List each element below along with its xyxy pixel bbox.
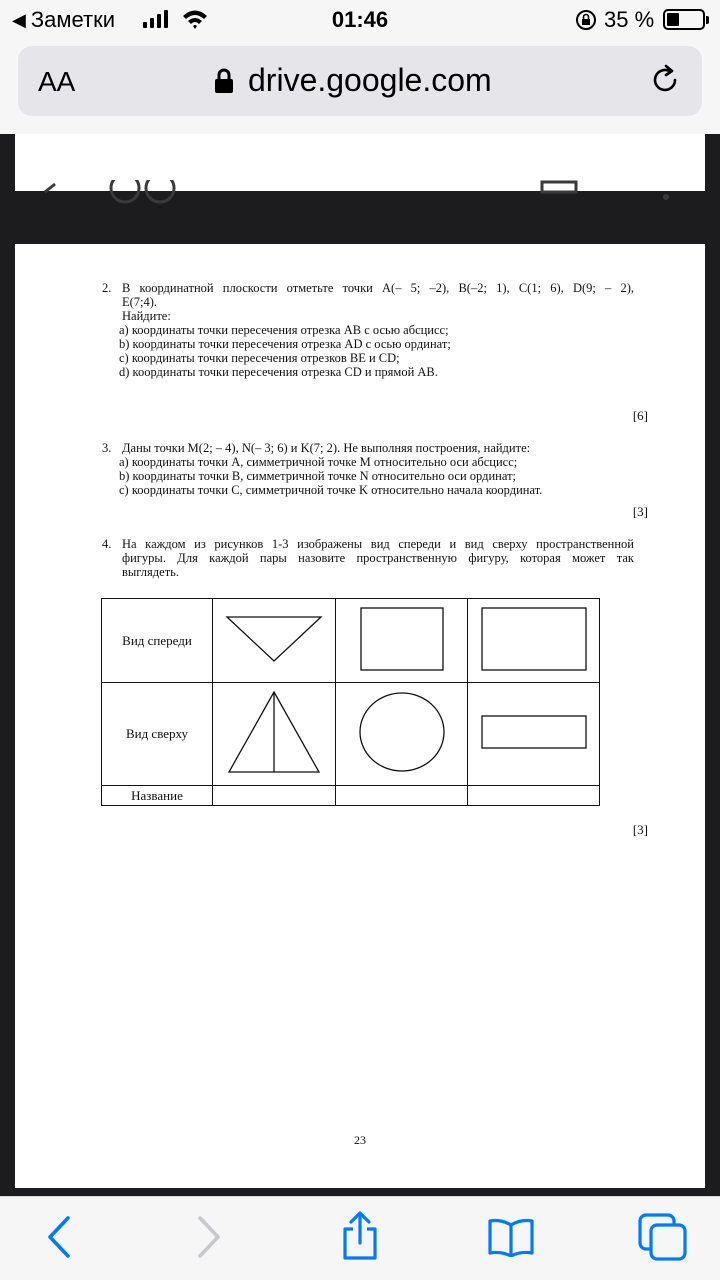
task-4 (102, 537, 634, 579)
row-label-front: Вид спереди (102, 599, 213, 683)
text-size-button[interactable]: AA (38, 66, 76, 97)
task-3-item-a: a) координаты точки A, симметричной точке M относительно оси абсцисс; (119, 455, 518, 469)
chevron-left-icon[interactable] (44, 1215, 74, 1259)
reload-icon[interactable] (649, 64, 681, 96)
battery-percent: 35 % (604, 7, 655, 32)
back-to-app-button[interactable] (12, 7, 115, 33)
figure-3-top (468, 683, 600, 786)
task-3-item-c: c) координаты точки C, симметричной точке K относительно начала координат. (119, 483, 543, 497)
task-2 (102, 281, 634, 379)
task-3-score: [3] (632, 504, 648, 519)
status-bar (0, 0, 720, 40)
orientation-lock-icon (575, 9, 597, 31)
back-app-label: Заметки (30, 7, 115, 32)
task-2-score: [6] (632, 408, 648, 423)
share-icon[interactable] (340, 1211, 380, 1261)
task-2-item-b: b) координаты точки пересечения отрезка AD с осью ординат; (119, 337, 451, 351)
figure-2-name-cell (336, 786, 468, 806)
split-triangle-shape (226, 689, 322, 775)
figure-1-top (213, 683, 336, 786)
task-3 (102, 441, 634, 497)
task-2-line-1: В координатной плоскости отметьте точки A(– 5; –2), B(–2; 1), C(1; 6), D(9; – 2), (122, 281, 634, 295)
figure-2-front (336, 599, 468, 683)
task-2-line-2: E(7;4). (122, 295, 158, 309)
wifi-icon (182, 8, 208, 30)
lock-icon (214, 68, 234, 94)
flat-rectangle-shape (480, 714, 588, 750)
task-2-number: 2. (102, 281, 112, 295)
task-4-line-3: выглядеть. (122, 565, 179, 579)
chevron-right-icon[interactable] (194, 1215, 224, 1259)
viewer-overlay-icons (0, 180, 720, 210)
task-2-item-d: d) координаты точки пересечения отрезка CD и прямой AB. (119, 365, 438, 379)
figure-2-top (336, 683, 468, 786)
address-bar[interactable] (18, 46, 702, 116)
inverted-triangle-shape (224, 614, 324, 664)
row-label-top: Вид сверху (102, 683, 213, 786)
task-3-item-b: b) координаты точки B, симметричной точке N относительно оси ординат; (119, 469, 517, 483)
task-3-number: 3. (102, 441, 112, 455)
figure-1-front (213, 599, 336, 683)
book-icon[interactable] (487, 1217, 535, 1257)
task-2-item-a: a) координаты точки пересечения отрезка AB с осью абсцисс; (119, 323, 449, 337)
row-label-name: Название (102, 786, 213, 806)
task-2-item-c: c) координаты точки пересечения отрезков BE и CD; (119, 351, 400, 365)
bottom-toolbar (0, 1196, 720, 1280)
page-number: 23 (354, 1133, 366, 1147)
figures-table (101, 598, 600, 806)
task-4-score: [3] (632, 822, 648, 837)
url-text[interactable]: drive.google.com (248, 62, 492, 98)
clock: 01:46 (331, 7, 389, 32)
browser-header (0, 40, 720, 134)
figure-1-name-cell (213, 786, 336, 806)
task-2-find: Найдите: (122, 309, 171, 323)
rectangle-shape (480, 606, 588, 672)
task-4-line-2: фигуры. Для каждой пары назовите пространственную фигуру, которая может так (122, 551, 634, 565)
task-3-line-1: Даны точки M(2; – 4), N(– 3; 6) и K(7; 2). Не выполняя построения, найдите: (122, 441, 531, 455)
tabs-icon[interactable] (638, 1213, 688, 1261)
figure-3-name-cell (468, 786, 600, 806)
task-4-line-1: На каждом из рисунков 1-3 изображены вид спереди и вид сверху пространственной (122, 537, 634, 551)
battery-icon (663, 9, 705, 30)
figure-3-front (468, 599, 600, 683)
cellular-signal-icon (143, 10, 168, 28)
back-triangle-icon: ◀ (12, 9, 26, 30)
square-shape (359, 606, 445, 672)
task-4-number: 4. (102, 537, 112, 551)
circle-shape (357, 690, 447, 774)
